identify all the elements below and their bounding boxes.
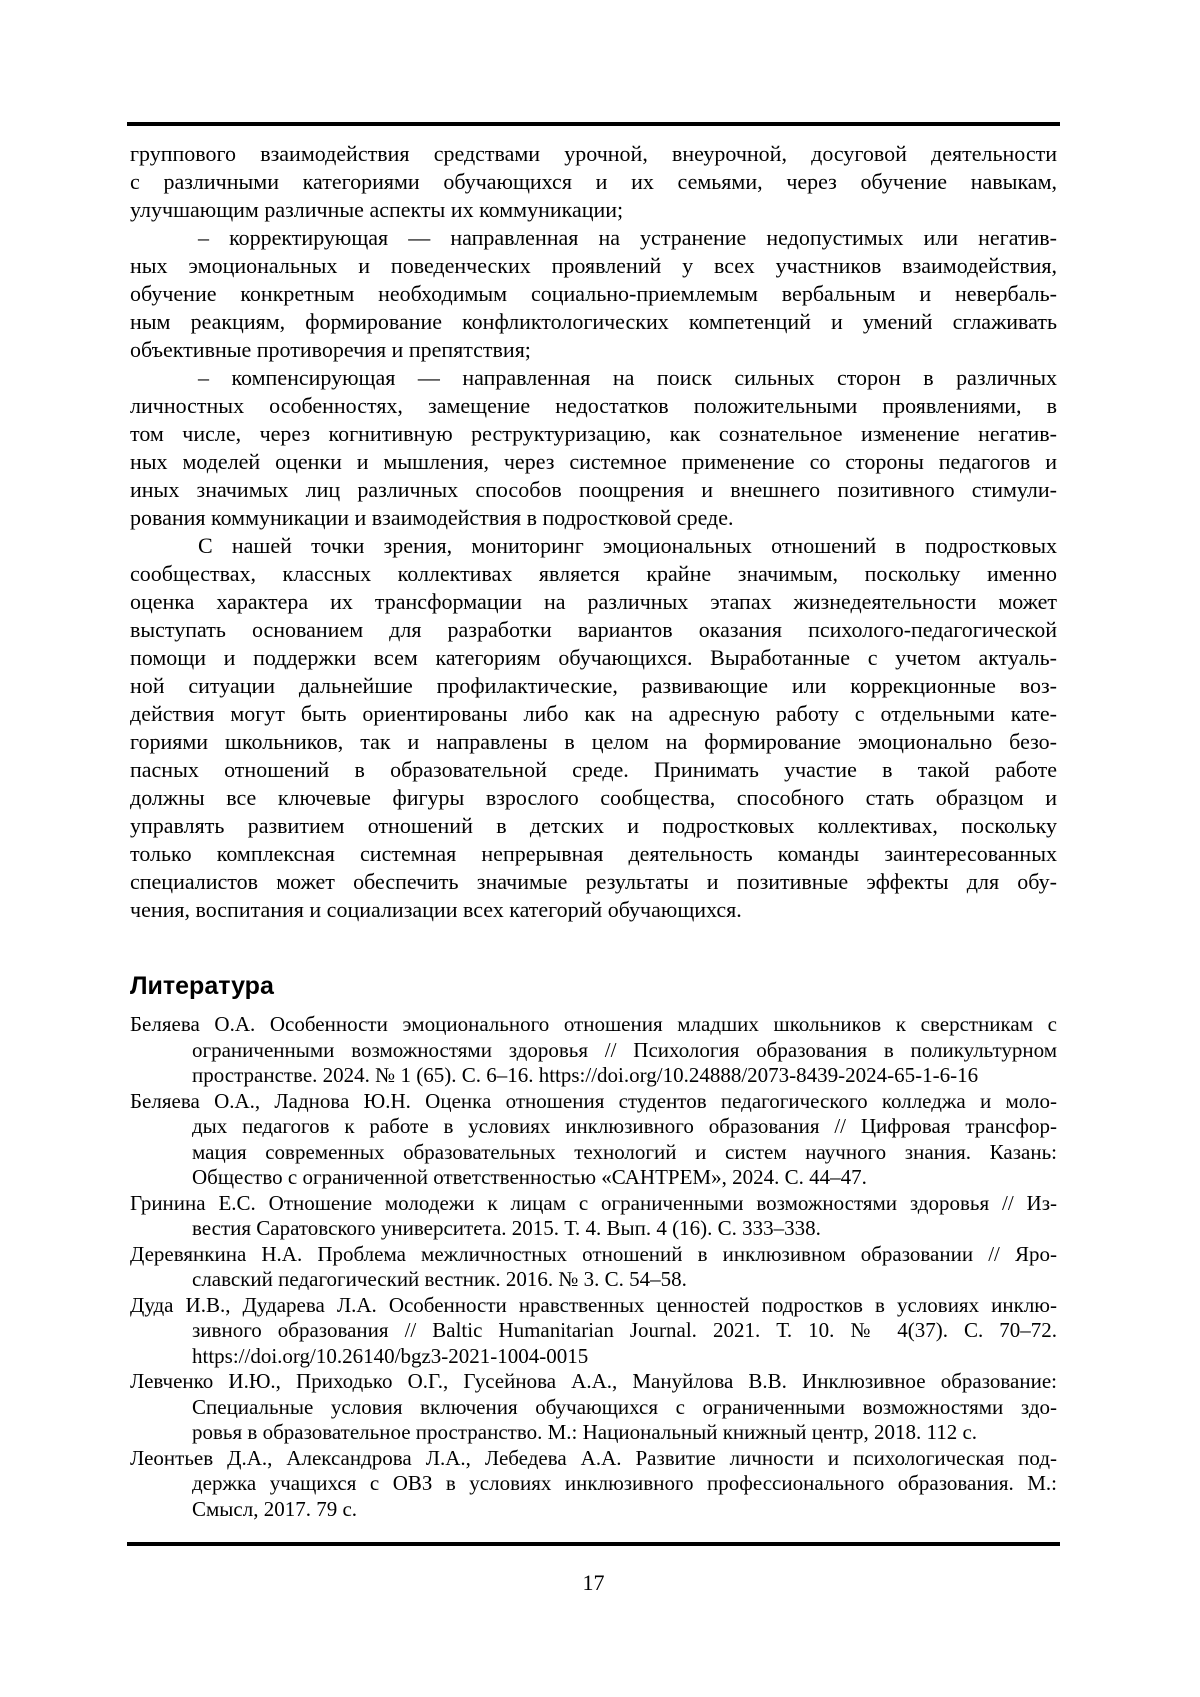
body-line: выступать основанием для разработки вариантов оказания психолого-педагогической xyxy=(130,617,1057,642)
body-line: иных значимых лиц различных способов поощрения и внешнего позитивного стимули- xyxy=(130,477,1057,502)
body-line: – компенсирующая — направленная на поиск сильных сторон в различных xyxy=(198,365,1057,390)
reference-line: Беляева О.А., Ладнова Ю.Н. Оценка отношения студентов педагогического колледжа и моло- xyxy=(130,1088,1057,1113)
body-line: ных моделей оценки и мышления, через системное применение со стороны педагогов и xyxy=(130,449,1057,474)
body-line: с различными категориями обучающихся и их семьями, через обучение навыкам, xyxy=(130,169,1057,194)
body-line: только комплексная системная непрерывная деятельность команды заинтересованных xyxy=(130,841,1057,866)
body-line: обучение конкретным необходимым социально-приемлемым вербальным и невербаль- xyxy=(130,281,1057,306)
page-number: 17 xyxy=(582,1570,605,1595)
reference-line: ровья в образовательное пространство. М.: Национальный книжный центр, 2018. 112 с. xyxy=(192,1420,978,1444)
body-line: гориями школьников, так и направлены в целом на формирование эмоционально безо- xyxy=(130,729,1057,754)
body-line: улучшающим различные аспекты их коммуникации; xyxy=(130,197,624,222)
body-line: С нашей точки зрения, мониторинг эмоциональных отношений в подростковых xyxy=(198,533,1057,558)
reference-line: мация современных образовательных технологий и систем научного знания. Казань: xyxy=(192,1139,1057,1164)
reference-line: ограниченными возможностями здоровья // Психология образования в поликультурном xyxy=(192,1037,1057,1062)
body-line: чения, воспитания и социализации всех категорий обучающихся. xyxy=(130,897,742,922)
body-line: ным реакциям, формирование конфликтологических компетенций и умений сглаживать xyxy=(130,309,1057,334)
reference-line: Деревянкина Н.А. Проблема межличностных отношений в инклюзивном образовании // Яро- xyxy=(130,1241,1057,1266)
body-line: объективные противоречия и препятствия; xyxy=(130,337,531,362)
reference-line: зивного образования // Baltic Humanitarian Journal. 2021. Т. 10. № 4(37). С. 70–72. xyxy=(192,1318,1057,1342)
body-line: ных эмоциональных и поведенческих проявлений у всех участников взаимодействия, xyxy=(130,253,1057,278)
reference-line: https://doi.org/10.26140/bgz3-2021-1004-0015 xyxy=(192,1343,589,1368)
reference-line: Леонтьев Д.А., Александрова Л.А., Лебедева А.А. Развитие личности и психологическая под- xyxy=(130,1445,1057,1470)
body-line: ной ситуации дальнейшие профилактические, развивающие или коррекционные воз- xyxy=(130,673,1057,698)
body-line: рования коммуникации и взаимодействия в подростковой среде. xyxy=(130,505,734,530)
body-line: действия могут быть ориентированы либо как на адресную работу с отдельными кате- xyxy=(130,701,1057,726)
bottom-rule xyxy=(127,1542,1060,1546)
body-line: помощи и поддержки всем категориям обучающихся. Выработанные с учетом актуаль- xyxy=(130,645,1057,670)
reference-line: Общество с ограниченной ответственностью «САНТРЕМ», 2024. С. 44–47. xyxy=(192,1165,867,1189)
references-list xyxy=(130,1012,1057,1522)
reference-line: Дуда И.В., Дударева Л.А. Особенности нравственных ценностей подростков в условиях инклю- xyxy=(130,1292,1057,1317)
body-line: управлять развитием отношений в детских и подростковых коллективах, поскольку xyxy=(130,813,1057,838)
reference-line: дых педагогов к работе в условиях инклюзивного образования // Цифровая трансфор- xyxy=(192,1114,1057,1138)
reference-line: Гринина Е.С. Отношение молодежи к лицам с ограниченными возможностями здоровья // Из- xyxy=(130,1190,1057,1215)
body-line: том числе, через когнитивную реструктуризацию, как сознательное изменение негатив- xyxy=(130,421,1057,446)
references-heading: Литература xyxy=(130,972,274,1000)
reference-line: Беляева О.А. Особенности эмоционального отношения младших школьников к сверстникам с xyxy=(130,1012,1057,1036)
reference-line: славский педагогический вестник. 2016. № 3. С. 54–58. xyxy=(192,1267,687,1291)
reference-line: вестия Саратовского университета. 2015. Т. 4. Вып. 4 (16). С. 333–338. xyxy=(192,1216,821,1240)
body-line: оценка характера их трансформации на различных этапах жизнедеятельности может xyxy=(130,589,1057,614)
reference-line: Специальные условия включения обучающихся с ограниченными возможностями здо- xyxy=(192,1394,1057,1419)
body-line: пасных отношений в образовательной среде. Принимать участие в такой работе xyxy=(130,757,1057,782)
reference-line: Смысл, 2017. 79 с. xyxy=(192,1496,358,1521)
body-line: группового взаимодействия средствами урочной, внеурочной, досуговой деятельности xyxy=(130,141,1057,166)
reference-line: Левченко И.Ю., Приходько О.Г., Гусейнова А.А., Мануйлова В.В. Инклюзивное образование: xyxy=(130,1369,1057,1393)
top-rule xyxy=(127,122,1060,126)
body-line: личностных особенностях, замещение недостатков положительными проявлениями, в xyxy=(130,393,1057,418)
body-line: сообществах, классных коллективах является крайне значимым, поскольку именно xyxy=(130,561,1057,586)
reference-line: держка учащихся с ОВЗ в условиях инклюзивного профессионального образования. М.: xyxy=(192,1471,1057,1495)
body-line: – корректирующая — направленная на устранение недопустимых или негатив- xyxy=(198,225,1057,250)
reference-line: пространстве. 2024. № 1 (65). С. 6–16. https://doi.org/10.24888/2073-8439-2024-65-1-6-16 xyxy=(192,1063,979,1087)
body-line: специалистов может обеспечить значимые результаты и позитивные эффекты для обу- xyxy=(130,869,1057,894)
body-line: должны все ключевые фигуры взрослого сообщества, способного стать образцом и xyxy=(130,785,1057,810)
body-text xyxy=(130,140,1057,924)
